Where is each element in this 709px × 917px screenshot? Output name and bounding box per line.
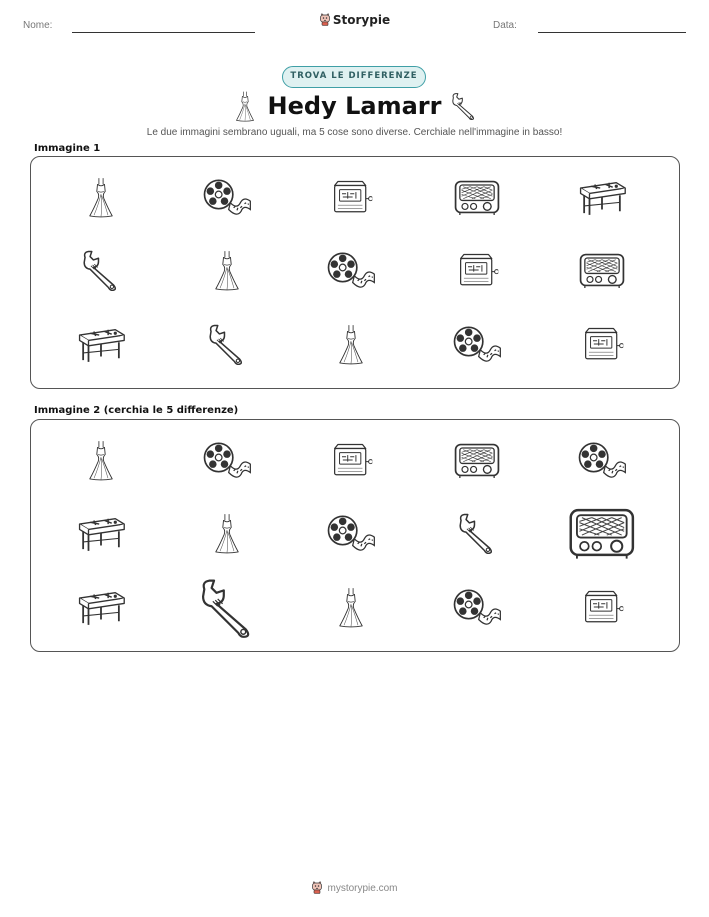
- storypie-logo-icon: [311, 881, 323, 894]
- name-field-line[interactable]: [72, 32, 255, 33]
- grid-cell: [577, 177, 627, 217]
- workbench-icon: [76, 324, 126, 364]
- instructions: Le due immagini sembrano uguali, ma 5 cose sono diverse. Cerchiale nell'immagine in basso!: [146, 127, 563, 138]
- radio-icon: [453, 178, 501, 216]
- workbench-icon: [577, 177, 627, 217]
- grid-cell: [87, 172, 115, 222]
- date-label: Data:: [493, 20, 517, 31]
- wrench-icon: [456, 512, 498, 554]
- grid-cell: [453, 178, 501, 216]
- music-box-icon: [329, 179, 373, 215]
- brand-name: Storypie: [332, 13, 391, 27]
- panel-2[interactable]: [30, 419, 680, 652]
- grid-cell[interactable]: [577, 439, 627, 481]
- grid-cell: [578, 251, 626, 289]
- panel-1: [30, 156, 680, 389]
- wrench-icon: [206, 323, 248, 365]
- film-reel-icon: [326, 512, 376, 554]
- music-box-icon: [455, 252, 499, 288]
- panel-2-label: Immagine 2 (cerchia le 5 differenze): [34, 405, 239, 416]
- grid-cell[interactable]: [452, 586, 502, 628]
- film-reel-icon: [202, 439, 252, 481]
- footer: [0, 881, 709, 894]
- brand: [0, 13, 709, 27]
- grid-cell[interactable]: [337, 582, 365, 632]
- music-box-icon: [580, 326, 624, 362]
- dress-icon: [213, 508, 241, 558]
- radio-icon: [567, 505, 637, 560]
- grid-cell: [580, 326, 624, 362]
- workbench-icon: [76, 587, 126, 627]
- grid-cell[interactable]: [453, 441, 501, 479]
- grid-cell[interactable]: [326, 512, 376, 554]
- grid-cell[interactable]: [197, 577, 258, 638]
- worksheet-tag: TROVA LE DIFFERENZE: [282, 66, 426, 88]
- film-reel-icon: [326, 249, 376, 291]
- music-box-icon: [580, 589, 624, 625]
- dress-icon: [337, 319, 365, 369]
- title-row: [0, 90, 709, 126]
- name-label: Nome:: [23, 20, 53, 31]
- music-box-icon: [329, 442, 373, 478]
- grid-cell: [80, 249, 122, 291]
- footer-site: mystorypie.com: [327, 883, 398, 894]
- dress-icon: [337, 582, 365, 632]
- grid-cell: [213, 245, 241, 295]
- grid-cell: [206, 323, 248, 365]
- grid-cell[interactable]: [213, 508, 241, 558]
- panel-1-label: Immagine 1: [34, 143, 101, 154]
- grid-cell[interactable]: [567, 505, 637, 560]
- wrench-icon: [197, 577, 258, 638]
- grid-cell[interactable]: [456, 512, 498, 554]
- dress-icon: [213, 245, 241, 295]
- radio-icon: [578, 251, 626, 289]
- grid-cell: [76, 324, 126, 364]
- grid-cell[interactable]: [76, 513, 126, 553]
- grid-cell[interactable]: [329, 442, 373, 478]
- dress-icon: [87, 172, 115, 222]
- wrench-icon: [450, 92, 478, 120]
- dress-icon: [87, 435, 115, 485]
- grid-cell[interactable]: [76, 587, 126, 627]
- grid-cell[interactable]: [202, 439, 252, 481]
- radio-icon: [453, 441, 501, 479]
- film-reel-icon: [452, 586, 502, 628]
- workbench-icon: [76, 513, 126, 553]
- grid-cell: [455, 252, 499, 288]
- grid-cell: [337, 319, 365, 369]
- film-reel-icon: [202, 176, 252, 218]
- grid-cell: [202, 176, 252, 218]
- grid-cell[interactable]: [580, 589, 624, 625]
- grid-cell: [452, 323, 502, 365]
- wrench-icon: [80, 249, 122, 291]
- film-reel-icon: [452, 323, 502, 365]
- film-reel-icon: [577, 439, 627, 481]
- page-title: Hedy Lamarr: [267, 92, 442, 120]
- grid-cell[interactable]: [87, 435, 115, 485]
- grid-cell: [329, 179, 373, 215]
- storypie-logo-icon: [319, 13, 331, 26]
- grid-cell: [326, 249, 376, 291]
- date-field-line[interactable]: [538, 32, 686, 33]
